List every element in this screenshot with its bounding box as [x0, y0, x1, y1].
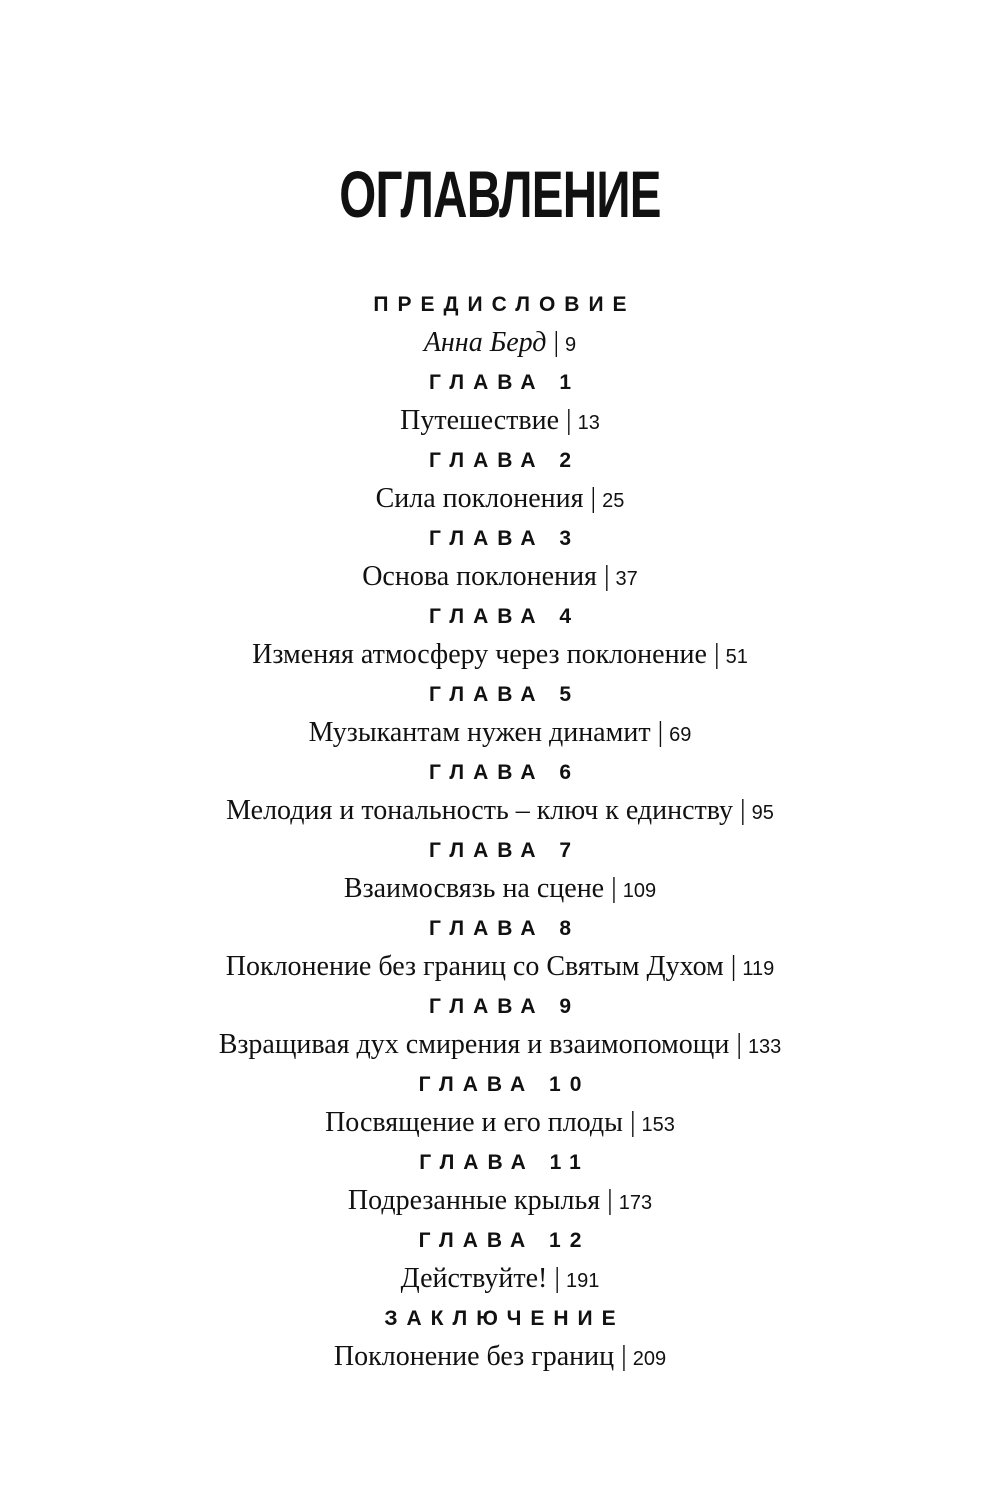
entry-heading: ГЛАВА 11	[419, 1151, 590, 1174]
entry-heading: ГЛАВА 3	[428, 527, 581, 550]
entry-heading: ГЛАВА 1	[428, 371, 581, 394]
entry-title: Действуйте!	[400, 1263, 548, 1294]
entry-title: Подрезанные крылья	[347, 1185, 601, 1216]
entry-line	[0, 947, 1000, 987]
separator: |	[657, 717, 664, 748]
toc-entry-chapter-3[interactable]	[0, 521, 1000, 599]
entry-title: Сила поклонения	[375, 483, 584, 514]
separator: |	[611, 873, 617, 904]
toc-entry-foreword[interactable]	[0, 287, 1000, 365]
entry-line	[0, 791, 1000, 831]
page-number: 51	[725, 646, 748, 668]
entry-heading: ГЛАВА 8	[428, 917, 581, 940]
entry-line	[0, 1337, 1000, 1377]
page-number: 109	[622, 880, 657, 902]
separator: |	[736, 1029, 742, 1060]
separator: |	[621, 1341, 627, 1372]
entry-title: Посвящение и его плоды	[325, 1107, 623, 1138]
toc-entry-chapter-4[interactable]	[0, 599, 1000, 677]
separator: |	[629, 1107, 636, 1138]
page-number: 119	[742, 958, 775, 980]
toc-entry-chapter-10[interactable]	[0, 1067, 1000, 1145]
entry-heading: ГЛАВА 6	[428, 761, 581, 784]
entry-heading: ГЛАВА 5	[428, 683, 581, 706]
page-number: 153	[641, 1114, 675, 1136]
entry-title: Поклонение без границ со Святым Духом	[225, 951, 724, 982]
toc-entry-chapter-1[interactable]	[0, 365, 1000, 443]
entry-line	[0, 323, 1000, 363]
toc-entry-chapter-5[interactable]	[0, 677, 1000, 755]
entry-line	[0, 1025, 1000, 1065]
entry-heading: ГЛАВА 10	[418, 1073, 591, 1096]
entry-title: Взаимосвязь на сцене	[343, 873, 605, 904]
entry-heading: ГЛАВА 2	[428, 449, 581, 472]
separator: |	[713, 639, 720, 670]
entry-line	[0, 635, 1000, 675]
separator: |	[730, 951, 737, 982]
page-number: 173	[618, 1192, 653, 1214]
page-number: 69	[669, 724, 692, 746]
entry-heading: ГЛАВА 12	[418, 1229, 591, 1252]
page-number: 191	[566, 1270, 600, 1292]
entry-title: Основа поклонения	[362, 561, 597, 592]
entry-title: Изменяя атмосферу через поклонение	[252, 639, 707, 670]
separator: |	[554, 1263, 560, 1294]
entry-heading: ГЛАВА 4	[428, 605, 581, 628]
entry-line	[0, 401, 1000, 441]
separator: |	[566, 405, 572, 436]
page-number: 95	[751, 802, 774, 824]
toc-entry-chapter-7[interactable]	[0, 833, 1000, 911]
entry-title: Путешествие	[400, 405, 559, 436]
page-title: ОГЛАВЛЕНИЕ	[339, 157, 661, 231]
page-number: 209	[632, 1348, 667, 1370]
entry-heading: ЗАКЛЮЧЕНИЕ	[384, 1307, 625, 1330]
entry-line	[0, 557, 1000, 597]
page-number: 133	[747, 1036, 782, 1058]
separator: |	[740, 795, 746, 826]
entry-title: Музыкантам нужен динамит	[308, 717, 651, 748]
toc-list	[0, 287, 1000, 1379]
toc-entry-chapter-8[interactable]	[0, 911, 1000, 989]
entry-heading: ГЛАВА 9	[428, 995, 581, 1018]
entry-title: Анна Берд	[423, 327, 547, 358]
page-number: 13	[577, 412, 600, 434]
toc-entry-chapter-12[interactable]	[0, 1223, 1000, 1301]
entry-heading: ГЛАВА 7	[428, 839, 581, 862]
page-number: 37	[615, 568, 638, 590]
entry-heading: ПРЕДИСЛОВИЕ	[373, 293, 636, 316]
entry-line	[0, 479, 1000, 519]
toc-entry-chapter-11[interactable]	[0, 1145, 1000, 1223]
entry-title: Мелодия и тональность – ключ к единству	[226, 795, 734, 826]
entry-title: Взращивая дух смирения и взаимопомощи	[218, 1029, 730, 1060]
toc-entry-chapter-2[interactable]	[0, 443, 1000, 521]
separator: |	[603, 561, 610, 592]
separator: |	[607, 1185, 613, 1216]
separator: |	[590, 483, 597, 514]
entry-title: Поклонение без границ	[333, 1341, 615, 1372]
toc-entry-conclusion[interactable]	[0, 1301, 1000, 1379]
separator: |	[553, 327, 560, 358]
page-number: 9	[565, 334, 577, 356]
entry-line	[0, 713, 1000, 753]
entry-line	[0, 1259, 1000, 1299]
toc-entry-chapter-9[interactable]	[0, 989, 1000, 1067]
entry-line	[0, 1103, 1000, 1143]
entry-line	[0, 869, 1000, 909]
page-number: 25	[602, 490, 625, 512]
toc-entry-chapter-6[interactable]	[0, 755, 1000, 833]
entry-line	[0, 1181, 1000, 1221]
